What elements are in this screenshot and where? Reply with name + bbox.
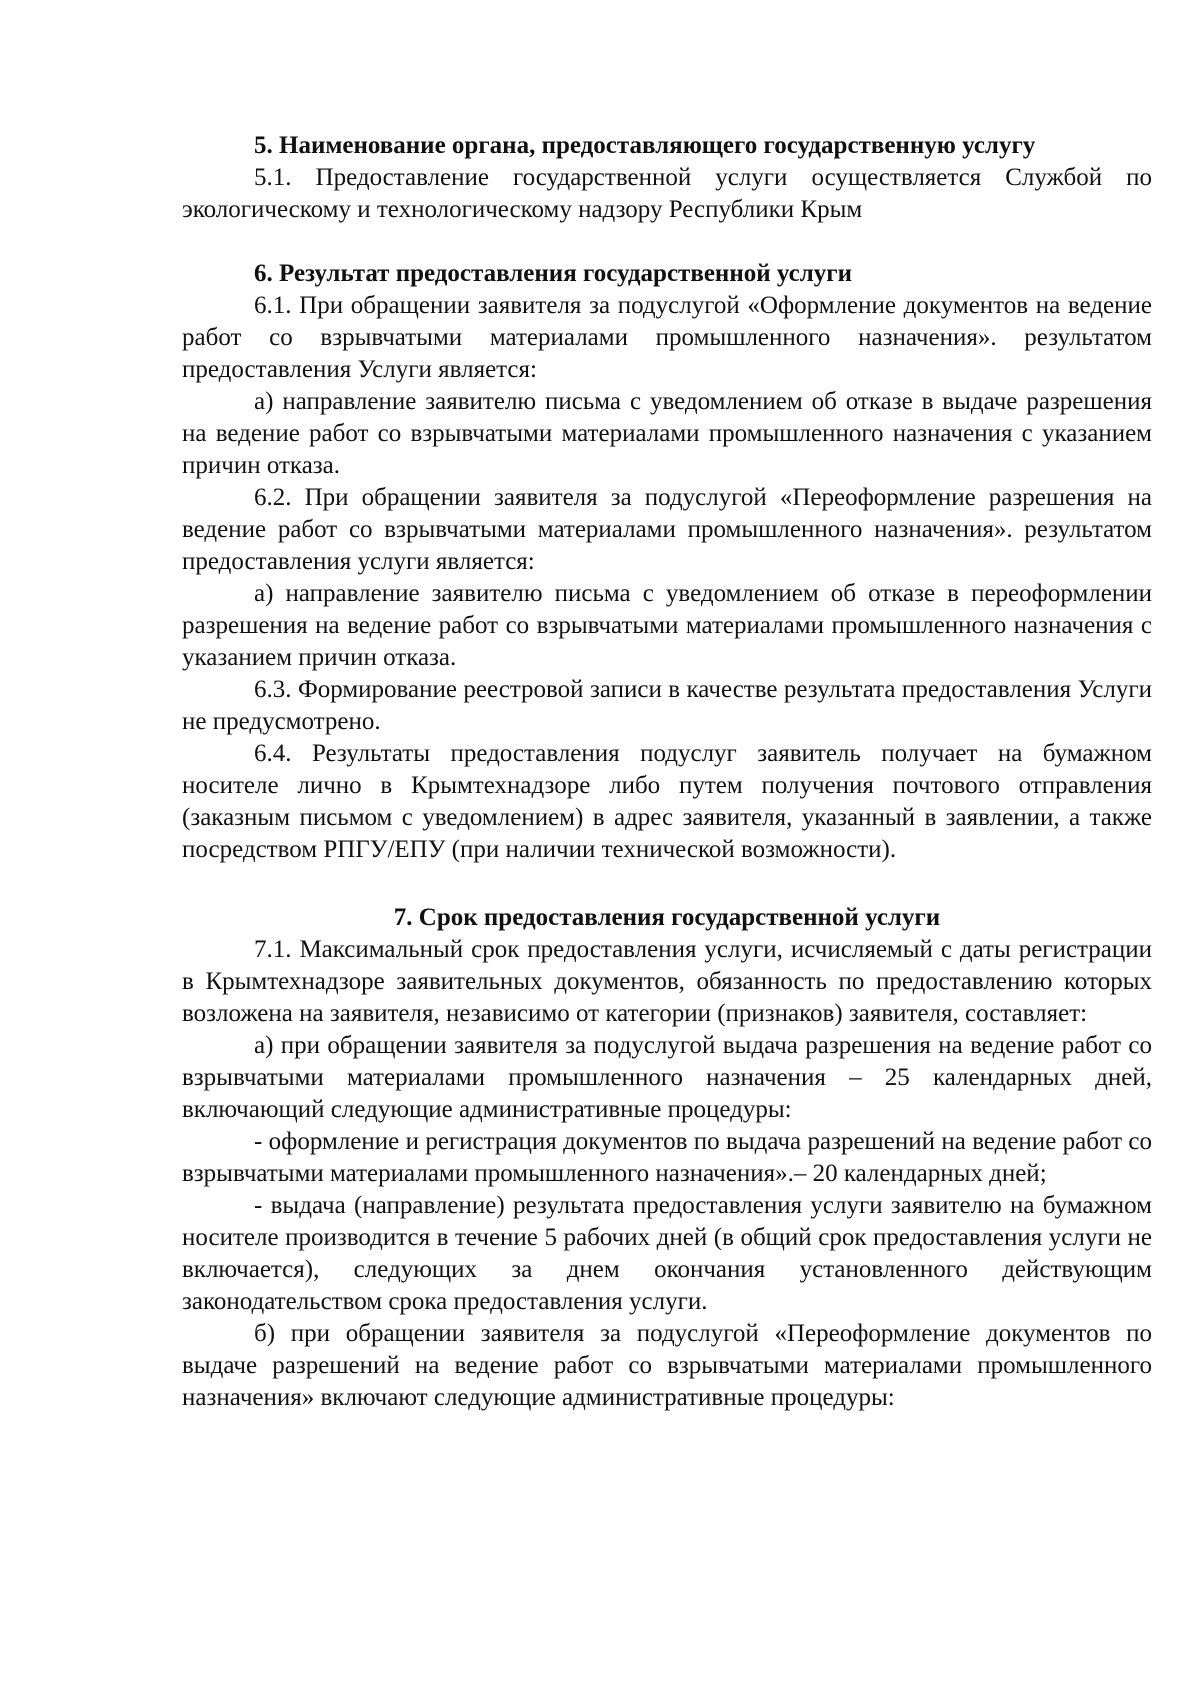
paragraph-7-1: 7.1. Максимальный срок предоставления услуги, исчисляемый с даты регистрации в Крымтехнадзоре заявительных документов, обязанность по предоставлению которых возложена на заявителя, независимо от категории (признаков) заявителя, составляет: (182, 936, 1152, 1027)
document-page (182, 130, 1152, 1414)
paragraph-7-1-a-item-1: - оформление и регистрация документов по выдача разрешений на ведение работ со взрывчатыми материалами промышленного назначения».– 20 календарных дней; (182, 1128, 1152, 1187)
paragraph-6-1: 6.1. При обращении заявителя за подуслугой «Оформление документов на ведение работ со взрывчатыми материалами промышленного назначения». результатом предоставления Услуги является: (182, 292, 1152, 383)
paragraph-6-2-a: а) направление заявителю письма с уведомлением об отказе в переоформлении разрешения на ведение работ со взрывчатыми материалами промышленного назначения с указанием причин отказа. (182, 580, 1152, 671)
paragraph-6-3: 6.3. Формирование реестровой записи в качестве результата предоставления Услуги не предусмотрено. (182, 676, 1152, 735)
paragraph-6-1-a: а) направление заявителю письма с уведомлением об отказе в выдаче разрешения на ведение работ со взрывчатыми материалами промышленного назначения с указанием причин отказа. (182, 388, 1152, 479)
paragraph-7-1-a-item-2: - выдача (направление) результата предоставления услуги заявителю на бумажном носителе производится в течение 5 рабочих дней (в общий срок предоставления услуги не включается), следующих за днем окончания установленного действующим законодательством срока предоставления услуги. (182, 1192, 1152, 1315)
section-7-heading: 7. Срок предоставления государственной услуги (393, 904, 941, 931)
paragraph-5-1: 5.1. Предоставление государственной услуги осуществляется Службой по экологическому и технологическому надзору Республики Крым (182, 164, 1152, 223)
section-6-heading: 6. Результат предоставления государственной услуги (254, 260, 852, 287)
paragraph-6-4: 6.4. Результаты предоставления подуслуг заявитель получает на бумажном носителе лично в Крымтехнадзоре либо путем получения почтового отправления (заказным письмом с уведомлением) в адрес заявителя, указанный в заявлении, а также посредством РПГУ/ЕПУ (при наличии технической возможности). (182, 740, 1152, 863)
section-5-heading: 5. Наименование органа, предоставляющего государственную услугу (254, 132, 1036, 159)
paragraph-7-1-a: а) при обращении заявителя за подуслугой выдача разрешения на ведение работ со взрывчатыми материалами промышленного назначения – 25 календарных дней, включающий следующие административные процедуры: (182, 1032, 1152, 1123)
paragraph-6-2: 6.2. При обращении заявителя за подуслугой «Переоформление разрешения на ведение работ со взрывчатыми материалами промышленного назначения». результатом предоставления услуги является: (182, 484, 1152, 575)
paragraph-7-1-b: б) при обращении заявителя за подуслугой «Переоформление документов по выдаче разрешений на ведение работ со взрывчатыми материалами промышленного назначения» включают следующие административные процедуры: (182, 1320, 1152, 1411)
spacer (182, 866, 1152, 902)
spacer (182, 226, 1152, 258)
